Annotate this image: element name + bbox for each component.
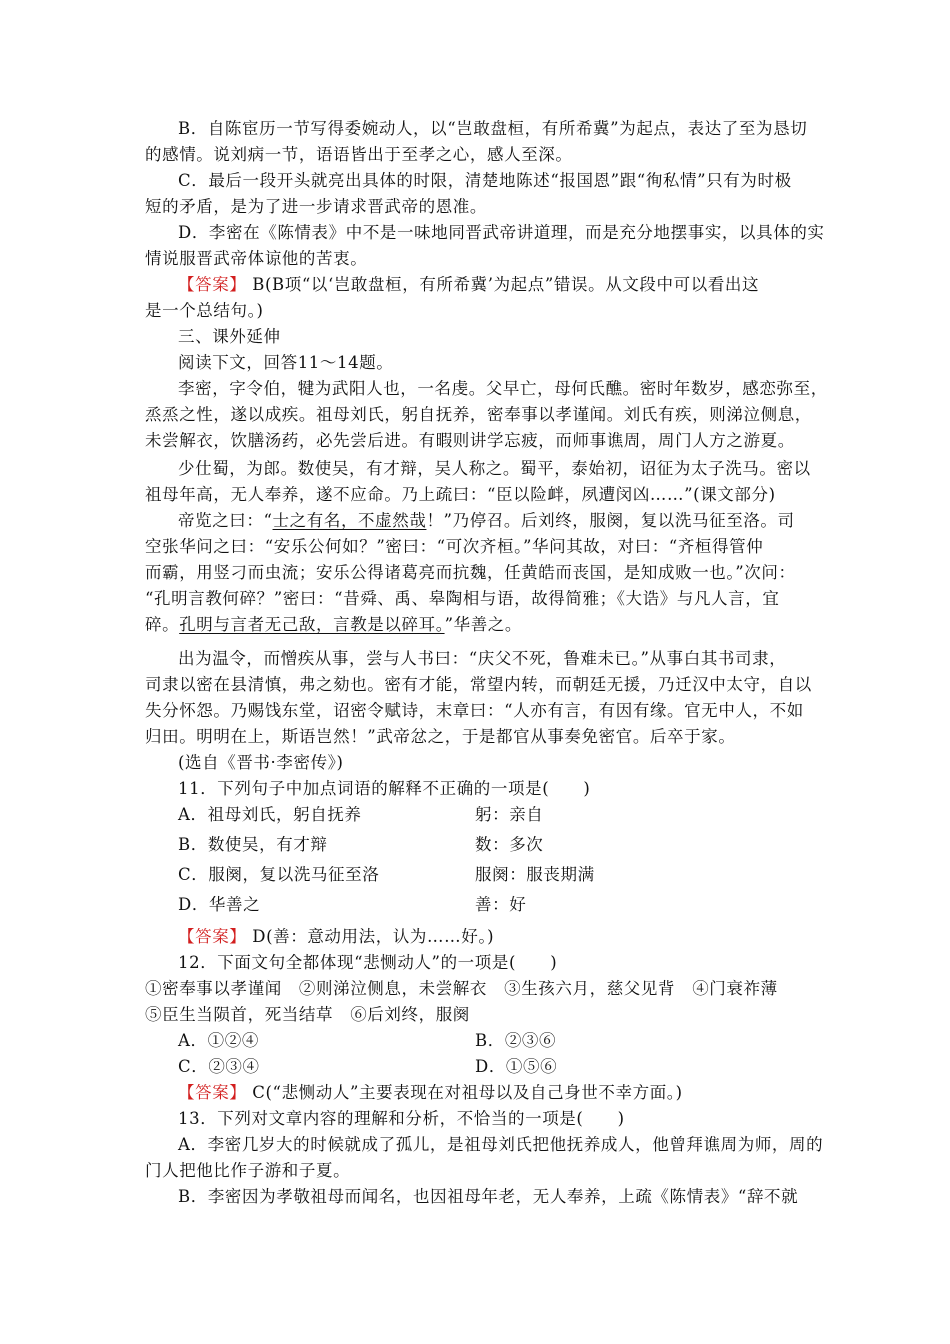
- text-line: B．自陈宦历一节写得委婉动人，以“岂敢盘桓，有所希冀”为起点，表达了至为恳切: [178, 119, 808, 138]
- answer-text: D(善：意动用法，认为……好。): [252, 927, 495, 946]
- text-line: 出为温令，而憎疾从事，尝与人书曰：“庆父不死，鲁难未已。”从事白其书司隶，: [178, 649, 787, 668]
- option-d-gloss: 善：好: [475, 895, 527, 914]
- text-line: B．李密因为孝敬祖母而闻名，也因祖母年老，无人奉养，上疏《陈情表》“辞不就: [178, 1187, 799, 1206]
- text-line: D．李密在《陈情表》中不是一味地同晋武帝讲道理，而是充分地摆事实，以具体的实: [178, 223, 825, 242]
- option-a-gloss: 躬：亲自: [475, 805, 544, 824]
- text-line: 的感情。说刘病一节，语语皆出于至孝之心，感人至深。: [145, 145, 573, 164]
- text-line: 是一个总结句。): [145, 301, 264, 320]
- question-13: 13．下列对文章内容的理解和分析，不恰当的一项是( ): [178, 1109, 625, 1128]
- source-note: (选自《晋书·李密传》): [178, 753, 344, 772]
- option-d: D．①⑤⑥: [475, 1057, 558, 1076]
- text-line: 司隶以密在县清慎，弗之劾也。密有才能，常望内转，而朝廷无援，乃迁汉中太守，自以: [145, 675, 812, 694]
- text-line: 情说服晋武帝体谅他的苦衷。: [145, 249, 368, 268]
- answer-label: 【答案】: [178, 927, 247, 946]
- text-line: 失分怀怨。乃赐饯东堂，诏密令赋诗，末章曰：“人亦有言，有因有缘。官无中人，不如: [145, 701, 804, 720]
- text-line: 烝烝之性，遂以成疾。祖母刘氏，躬自抚养，密奉事以孝谨闻。刘氏有疾，则涕泣侧息，: [145, 405, 812, 424]
- text-line: 碎。孔明与言者无己敌，言教是以碎耳。”华善之。: [145, 615, 522, 634]
- option-b-gloss: 数：多次: [475, 835, 544, 854]
- option-c-gloss: 服阕：服丧期满: [475, 865, 595, 884]
- text-line: 归田。明明在上，斯语岂然！”武帝忿之，于是都官从事奏免密官。后卒于家。: [145, 727, 736, 746]
- answer-line: [178, 1082, 848, 1104]
- option-d: D．华善之: [178, 895, 261, 914]
- answer-label: 【答案】: [178, 275, 247, 294]
- text-line: 李密，字令伯，犍为武阳人也，一名虔。父早亡，母何氏醮。密时年数岁，感恋弥至，: [178, 379, 828, 398]
- text-line: 空张华问之曰：“安乐公何如？”密曰：“可次齐桓。”华问其故，对曰：“齐桓得管仲: [145, 537, 764, 556]
- underlined-phrase: 孔明与言者无己敌，言教是以碎耳。: [179, 615, 445, 634]
- text-line: “孔明言教何碎？”密曰：“昔舜、禹、皋陶相与语，故得简雅；《大诰》与凡人言，宜: [145, 589, 780, 608]
- question-11: 11．下列句子中加点词语的解释不正确的一项是( ): [178, 779, 591, 798]
- answer-text: B(B项“以‘岂敢盘桓，有所希冀’为起点”错误。从文段中可以看出这: [252, 275, 760, 294]
- section-heading: 三、课外延伸: [178, 327, 281, 346]
- text-line: 未尝解衣，饮膳汤药，必先尝后进。有暇则讲学忘疲，而师事谯周，周门人方之游夏。: [145, 431, 795, 450]
- text-line: C．最后一段开头就亮出具体的时限，清楚地陈述“报国恩”跟“徇私情”只有为时极: [178, 171, 792, 190]
- text-line: 帝览之曰：“士之有名，不虚然哉！”乃停召。后刘终，服阕，复以洗马征至洛。司: [178, 511, 795, 530]
- text-line: 而霸，用竖刁而虫流；安乐公得诸葛亮而抗魏，任黄皓而丧国，是知成败一也。”次问：: [145, 563, 796, 582]
- text-line: A．李密几岁大的时候就成了孤儿，是祖母刘氏把他抚养成人，他曾拜谯周为师，周的: [178, 1135, 824, 1154]
- underlined-phrase: 士之有名，不虚然哉: [272, 511, 427, 530]
- option-a: A．①②④: [178, 1031, 259, 1050]
- text-line: ①密奉事以孝谨闻 ②则涕泣侧息，未尝解衣 ③生孩六月，慈父见背 ④门衰祚薄: [145, 979, 778, 998]
- text-line: 阅读下文，回答11～14题。: [178, 353, 394, 372]
- question-12: 12．下面文句全都体现“悲恻动人”的一项是( ): [178, 953, 558, 972]
- option-b: B．②③⑥: [475, 1031, 557, 1050]
- text-line: 门人把他比作子游和子夏。: [145, 1161, 351, 1180]
- answer-line: [178, 926, 848, 948]
- option-c: C．②③④: [178, 1057, 260, 1076]
- option-c: C．服阕，复以洗马征至洛: [178, 865, 380, 884]
- answer-label: 【答案】: [178, 1083, 247, 1102]
- text-line: ⑤臣生当陨首，死当结草 ⑥后刘终，服阕: [145, 1005, 470, 1024]
- answer-line: [178, 274, 848, 296]
- option-a: A．祖母刘氏，躬自抚养: [178, 805, 362, 824]
- answer-text: C(“悲恻动人”主要表现在对祖母以及自己身世不幸方面。): [252, 1083, 683, 1102]
- option-b: B．数使吴，有才辩: [178, 835, 328, 854]
- text-line: 少仕蜀，为郎。数使吴，有才辩，吴人称之。蜀平，泰始初，诏征为太子洗马。密以: [178, 459, 811, 478]
- text-line: 短的矛盾，是为了进一步请求晋武帝的恩准。: [145, 197, 487, 216]
- text-line: 祖母年高，无人奉养，遂不应命。乃上疏曰：“臣以险衅，夙遭闵凶……”(课文部分): [145, 485, 776, 504]
